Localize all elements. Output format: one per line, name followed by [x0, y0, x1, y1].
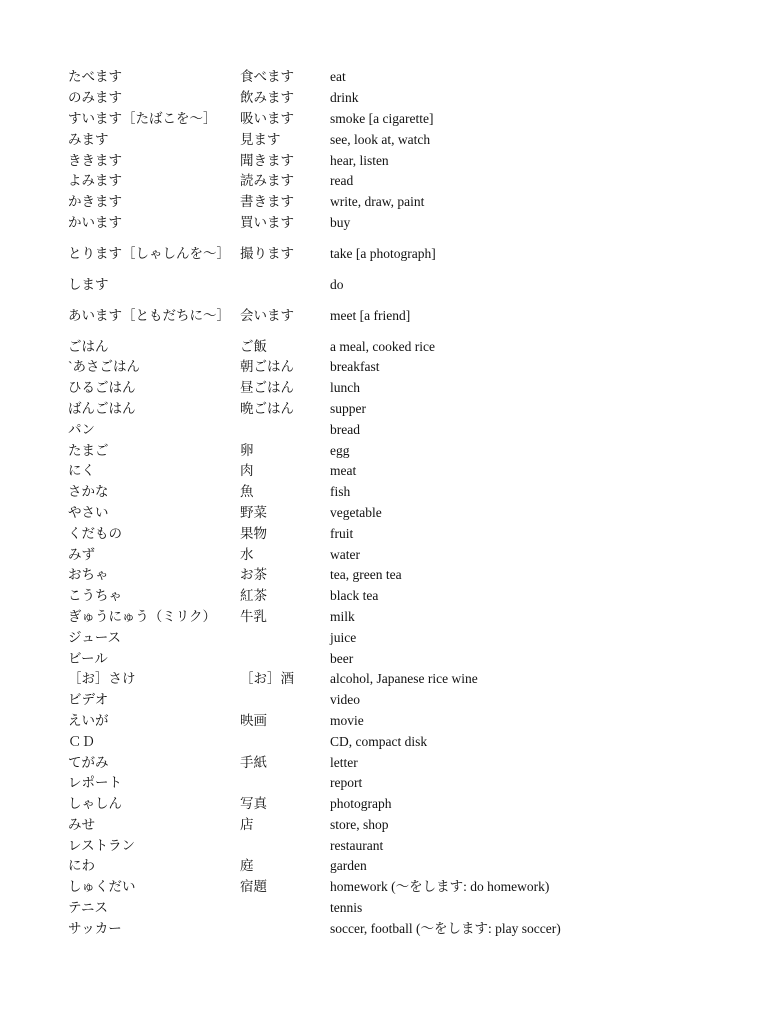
kana-reading: ［お］さけ [68, 671, 136, 687]
kana-reading: レポート [68, 775, 122, 791]
vocab-row [68, 503, 708, 524]
kana-reading: さかな [68, 484, 109, 500]
kana-reading: のみます [68, 90, 122, 106]
english-meaning: beer [330, 650, 354, 666]
vocab-row [68, 67, 708, 88]
kana-reading: くだもの [68, 525, 122, 541]
vocab-row [68, 129, 708, 150]
kanji-writing [240, 898, 330, 919]
kana-reading: えいが [68, 712, 109, 728]
kanji-writing: 魚 [240, 484, 254, 500]
kana-reading: たべます [68, 69, 122, 85]
english-meaning: egg [330, 442, 350, 458]
english-meaning: alcohol, Japanese rice wine [330, 671, 478, 687]
english-meaning: lunch [330, 380, 360, 396]
kanji-writing: 水 [240, 546, 254, 562]
vocab-row [68, 918, 708, 939]
vocab-row [68, 711, 708, 732]
vocab-row [68, 213, 708, 234]
kana-reading: ビデオ [68, 692, 109, 708]
kanji-writing: お茶 [240, 567, 267, 583]
vocab-row [68, 440, 708, 461]
english-meaning: drink [330, 90, 359, 106]
kanji-writing [240, 274, 330, 295]
english-meaning: meet [a friend] [330, 307, 411, 323]
english-meaning: water [330, 546, 360, 562]
vocab-row [68, 192, 708, 213]
kanji-writing: 読みます [240, 173, 294, 189]
kana-reading: しゅくだい [68, 879, 136, 895]
vocabulary-table [68, 67, 708, 939]
english-meaning: hear, listen [330, 152, 389, 168]
english-meaning: soccer, football (～をします: play soccer) [330, 920, 561, 936]
kana-reading: サッカー [68, 920, 122, 936]
kana-reading: おちゃ [68, 567, 109, 583]
kanji-writing: 果物 [240, 525, 267, 541]
kanji-writing: 写真 [240, 796, 267, 812]
vocab-row [68, 815, 708, 836]
kana-reading: ビール [68, 650, 108, 666]
english-meaning: breakfast [330, 359, 380, 375]
vocab-row [68, 669, 708, 690]
kana-reading: レストラン [68, 837, 136, 853]
kana-reading: たまご [68, 442, 109, 458]
kana-reading: よみます [68, 173, 122, 189]
kana-reading: みず [68, 546, 95, 562]
english-meaning: meat [330, 463, 357, 479]
vocab-row [68, 794, 708, 815]
english-meaning: fish [330, 484, 351, 500]
kana-reading: ぎゅうにゅう（ミリク） [68, 608, 216, 624]
english-meaning: eat [330, 69, 346, 85]
kanji-writing: 庭 [240, 858, 254, 874]
vocab-row [68, 835, 708, 856]
kanji-writing [240, 648, 330, 669]
english-meaning: photograph [330, 796, 392, 812]
kana-reading: やさい [68, 504, 109, 520]
english-meaning: CD, compact disk [330, 733, 428, 749]
english-meaning: vegetable [330, 504, 382, 520]
vocab-row [68, 109, 708, 130]
vocab-row [68, 877, 708, 898]
vocab-row [68, 336, 708, 357]
kana-reading: にく [68, 463, 95, 479]
english-meaning: tea, green tea [330, 567, 402, 583]
kana-reading: すいます［たばこを～］ [68, 110, 217, 126]
kana-reading: みます [68, 131, 109, 147]
vocab-row [68, 274, 708, 295]
english-meaning: garden [330, 858, 367, 874]
kanji-writing: 映画 [240, 712, 267, 728]
english-meaning: buy [330, 214, 351, 230]
kanji-writing [240, 773, 330, 794]
vocab-row [68, 586, 708, 607]
english-meaning: black tea [330, 588, 379, 604]
kanji-writing: 店 [240, 816, 254, 832]
vocab-row [68, 752, 708, 773]
kanji-writing: 手紙 [240, 754, 267, 770]
vocab-row [68, 856, 708, 877]
vocab-row [68, 88, 708, 109]
english-meaning: fruit [330, 525, 354, 541]
kanji-writing: 飲みます [240, 90, 294, 106]
english-meaning: homework (～をします: do homework) [330, 879, 550, 895]
kana-reading: ごはん [68, 338, 109, 354]
vocab-row [68, 378, 708, 399]
kanji-writing: 聞きます [240, 152, 294, 168]
english-meaning: do [330, 276, 344, 292]
kanji-writing: 肉 [240, 463, 254, 479]
vocab-row [68, 171, 708, 192]
kanji-writing [240, 627, 330, 648]
kana-reading: かきます [68, 194, 122, 210]
kana-reading: `あさごはん [68, 359, 140, 375]
kanji-writing [240, 731, 330, 752]
kanji-writing: 宿題 [240, 879, 267, 895]
vocab-row [68, 544, 708, 565]
kanji-writing: 昼ごはん [240, 380, 294, 396]
kanji-writing: 会います [240, 307, 294, 323]
english-meaning: tennis [330, 900, 363, 916]
kana-reading: あいます［ともだちに～］ [68, 308, 230, 324]
kanji-writing: 卵 [240, 442, 254, 458]
vocab-row [68, 295, 708, 336]
kanji-writing: 食べます [240, 69, 294, 85]
vocab-row [68, 357, 708, 378]
kana-reading: にわ [68, 858, 95, 874]
kana-reading: します [68, 276, 109, 292]
kana-reading: みせ [68, 816, 95, 832]
english-meaning: letter [330, 754, 358, 770]
vocab-row [68, 482, 708, 503]
vocab-row [68, 690, 708, 711]
kanji-writing: 撮ります [240, 245, 294, 261]
vocab-row [68, 523, 708, 544]
kanji-writing [240, 835, 330, 856]
kanji-writing: 買います [240, 214, 294, 230]
vocab-row [68, 607, 708, 628]
kanji-writing: 晩ごはん [240, 400, 294, 416]
kanji-writing: 野菜 [240, 504, 267, 520]
english-meaning: a meal, cooked rice [330, 338, 435, 354]
vocab-row [68, 419, 708, 440]
vocab-row [68, 565, 708, 586]
english-meaning: read [330, 173, 354, 189]
kana-reading: ひるごはん [68, 380, 136, 396]
vocab-row [68, 461, 708, 482]
kanji-writing: ［お］酒 [240, 671, 294, 687]
kanji-writing: 見ます [240, 131, 281, 147]
english-meaning: bread [330, 421, 360, 437]
english-meaning: movie [330, 712, 364, 728]
kana-reading: ジュース [68, 629, 122, 645]
kana-reading: ききます [68, 152, 122, 168]
kana-reading: テニス [68, 900, 108, 916]
kanji-writing: 吸います [240, 110, 294, 126]
kana-reading: パン [68, 421, 95, 437]
kanji-writing: 牛乳 [240, 608, 267, 624]
english-meaning: report [330, 775, 363, 791]
kana-reading: てがみ [68, 754, 109, 770]
english-meaning: see, look at, watch [330, 131, 431, 147]
vocabulary-table-body [68, 67, 708, 939]
english-meaning: restaurant [330, 837, 384, 853]
kanji-writing: 書きます [240, 194, 294, 210]
english-meaning: store, shop [330, 816, 389, 832]
kana-reading: こうちゃ [68, 588, 122, 604]
vocabulary-page [68, 67, 708, 939]
english-meaning: milk [330, 608, 355, 624]
kana-reading: ばんごはん [68, 400, 136, 416]
kanji-writing [240, 918, 330, 939]
vocab-row [68, 399, 708, 420]
kana-reading: とります［しゃしんを～］ [68, 246, 230, 262]
vocab-row [68, 233, 708, 274]
english-meaning: take [a photograph] [330, 245, 436, 261]
vocab-row [68, 648, 708, 669]
english-meaning: smoke [a cigarette] [330, 110, 434, 126]
kanji-writing: ご飯 [240, 338, 267, 354]
english-meaning: video [330, 692, 360, 708]
vocab-row [68, 627, 708, 648]
english-meaning: supper [330, 400, 366, 416]
kanji-writing: 紅茶 [240, 588, 267, 604]
kanji-writing: 朝ごはん [240, 359, 294, 375]
kana-reading: ＣＤ [68, 733, 95, 749]
english-meaning: juice [330, 629, 357, 645]
kana-reading: かいます [68, 214, 122, 230]
vocab-row [68, 150, 708, 171]
kanji-writing [240, 690, 330, 711]
vocab-row [68, 731, 708, 752]
vocab-row [68, 898, 708, 919]
kana-reading: しゃしん [68, 796, 122, 812]
english-meaning: write, draw, paint [330, 194, 425, 210]
kanji-writing [240, 419, 330, 440]
vocab-row [68, 773, 708, 794]
